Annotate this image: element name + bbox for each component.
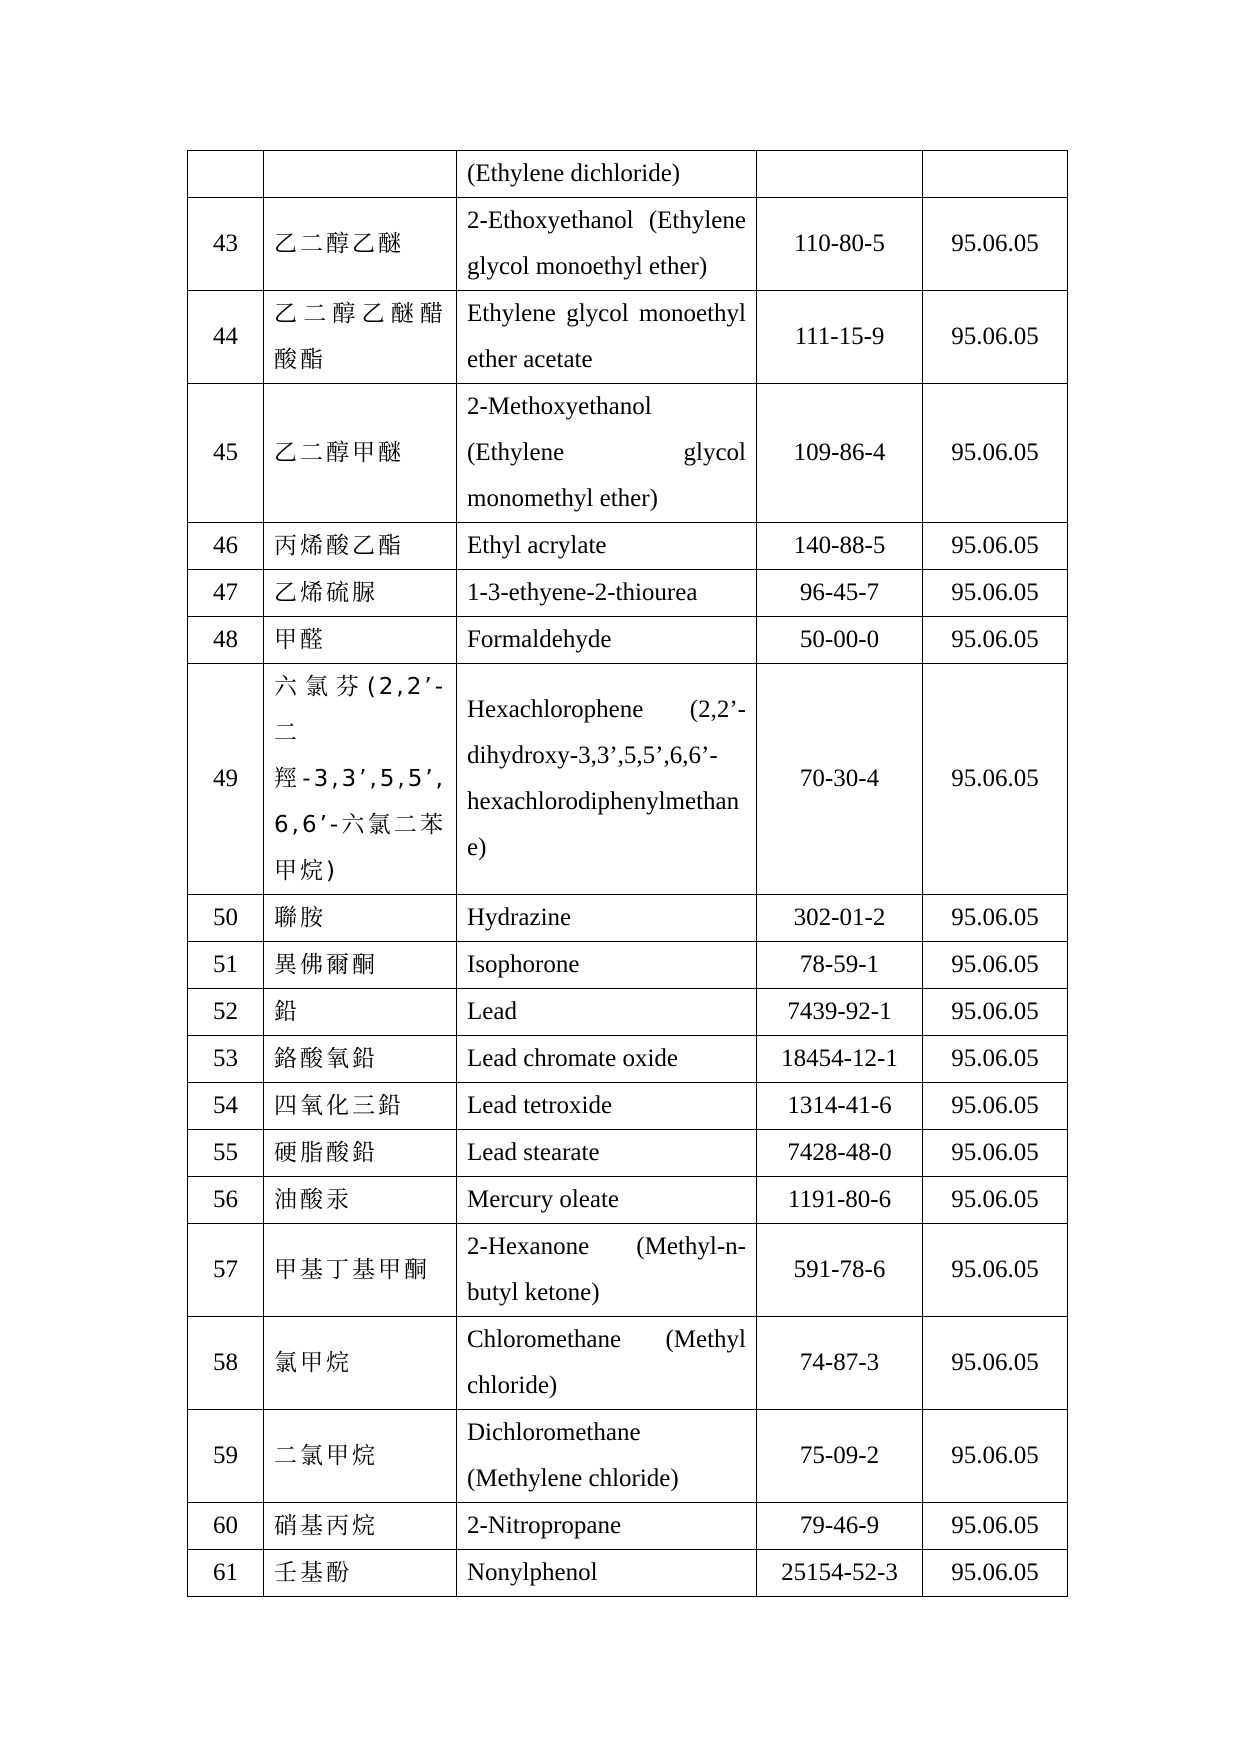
listing-date: 95.06.05	[923, 895, 1068, 942]
english-name: Mercury oleate	[457, 1177, 757, 1224]
table-row	[188, 384, 1068, 523]
chinese-name: 乙二醇乙醚醋酸酯	[264, 291, 457, 384]
row-number: 47	[188, 570, 264, 617]
english-name: Isophorone	[457, 942, 757, 989]
cas-number: 111-15-9	[757, 291, 923, 384]
chinese-name: 硬脂酸鉛	[264, 1130, 457, 1177]
english-name: Nonylphenol	[457, 1550, 757, 1597]
table-row	[188, 1410, 1068, 1503]
cas-number: 18454-12-1	[757, 1036, 923, 1083]
table-row	[188, 1224, 1068, 1317]
chinese-name: 丙烯酸乙酯	[264, 523, 457, 570]
row-number: 54	[188, 1083, 264, 1130]
cas-number: 302-01-2	[757, 895, 923, 942]
row-number: 46	[188, 523, 264, 570]
listing-date: 95.06.05	[923, 1036, 1068, 1083]
cas-number: 7428-48-0	[757, 1130, 923, 1177]
chinese-name: 乙烯硫脲	[264, 570, 457, 617]
table-row	[188, 198, 1068, 291]
english-name: Lead chromate oxide	[457, 1036, 757, 1083]
cas-number: 74-87-3	[757, 1317, 923, 1410]
table-row	[188, 664, 1068, 895]
table-row	[188, 617, 1068, 664]
chinese-name	[264, 151, 457, 198]
table-row	[188, 1177, 1068, 1224]
listing-date: 95.06.05	[923, 942, 1068, 989]
row-number: 58	[188, 1317, 264, 1410]
table-row	[188, 291, 1068, 384]
row-number: 52	[188, 989, 264, 1036]
listing-date: 95.06.05	[923, 384, 1068, 523]
row-number: 44	[188, 291, 264, 384]
english-name: Ethyl acrylate	[457, 523, 757, 570]
row-number: 53	[188, 1036, 264, 1083]
english-name: 2-Nitropropane	[457, 1503, 757, 1550]
chinese-name: 二氯甲烷	[264, 1410, 457, 1503]
listing-date: 95.06.05	[923, 1410, 1068, 1503]
table-row	[188, 1036, 1068, 1083]
table-row	[188, 942, 1068, 989]
chinese-name: 硝基丙烷	[264, 1503, 457, 1550]
english-name: Formaldehyde	[457, 617, 757, 664]
row-number: 56	[188, 1177, 264, 1224]
english-name: Chloromethane (Methyl chloride)	[457, 1317, 757, 1410]
english-name: 2-Methoxyethanol (Ethylene glycol monomethyl ether)	[457, 384, 757, 523]
listing-date: 95.06.05	[923, 523, 1068, 570]
cas-number: 50-00-0	[757, 617, 923, 664]
cas-number: 96-45-7	[757, 570, 923, 617]
english-name: Lead tetroxide	[457, 1083, 757, 1130]
chinese-name: 聯胺	[264, 895, 457, 942]
listing-date	[923, 151, 1068, 198]
listing-date: 95.06.05	[923, 1224, 1068, 1317]
english-name: Ethylene glycol monoethyl ether acetate	[457, 291, 757, 384]
cas-number: 109-86-4	[757, 384, 923, 523]
table-row	[188, 1130, 1068, 1177]
chemical-table	[187, 150, 1068, 1597]
listing-date: 95.06.05	[923, 989, 1068, 1036]
chinese-name: 油酸汞	[264, 1177, 457, 1224]
row-number: 45	[188, 384, 264, 523]
row-number: 61	[188, 1550, 264, 1597]
cas-number: 7439-92-1	[757, 989, 923, 1036]
listing-date: 95.06.05	[923, 291, 1068, 384]
table-row	[188, 570, 1068, 617]
row-number: 48	[188, 617, 264, 664]
row-number: 59	[188, 1410, 264, 1503]
english-name: Dichloromethane (Methylene chloride)	[457, 1410, 757, 1503]
listing-date: 95.06.05	[923, 1317, 1068, 1410]
row-number: 57	[188, 1224, 264, 1317]
listing-date: 95.06.05	[923, 617, 1068, 664]
cas-number: 79-46-9	[757, 1503, 923, 1550]
table-row	[188, 523, 1068, 570]
cas-number: 1314-41-6	[757, 1083, 923, 1130]
listing-date: 95.06.05	[923, 664, 1068, 895]
table-row	[188, 1317, 1068, 1410]
listing-date: 95.06.05	[923, 1130, 1068, 1177]
cas-number: 110-80-5	[757, 198, 923, 291]
cas-number: 70-30-4	[757, 664, 923, 895]
row-number: 60	[188, 1503, 264, 1550]
cas-number: 25154-52-3	[757, 1550, 923, 1597]
cas-number: 78-59-1	[757, 942, 923, 989]
english-name: 1-3-ethyene-2-thiourea	[457, 570, 757, 617]
row-number: 50	[188, 895, 264, 942]
table-row	[188, 1503, 1068, 1550]
listing-date: 95.06.05	[923, 1503, 1068, 1550]
row-number: 55	[188, 1130, 264, 1177]
chinese-name: 鉻酸氧鉛	[264, 1036, 457, 1083]
listing-date: 95.06.05	[923, 1177, 1068, 1224]
cas-number	[757, 151, 923, 198]
table-row	[188, 989, 1068, 1036]
cas-number: 75-09-2	[757, 1410, 923, 1503]
chinese-name: 異佛爾酮	[264, 942, 457, 989]
english-name: Lead stearate	[457, 1130, 757, 1177]
row-number	[188, 151, 264, 198]
listing-date: 95.06.05	[923, 198, 1068, 291]
row-number: 51	[188, 942, 264, 989]
listing-date: 95.06.05	[923, 570, 1068, 617]
chinese-name: 甲基丁基甲酮	[264, 1224, 457, 1317]
english-name: 2-Ethoxyethanol (Ethylene glycol monoethyl ether)	[457, 198, 757, 291]
table-row	[188, 151, 1068, 198]
chinese-name: 甲醛	[264, 617, 457, 664]
table-row	[188, 1083, 1068, 1130]
cas-number: 1191-80-6	[757, 1177, 923, 1224]
cas-number: 140-88-5	[757, 523, 923, 570]
cas-number: 591-78-6	[757, 1224, 923, 1317]
english-name: Hexachlorophene (2,2’-dihydroxy-3,3’,5,5’,6,6’-hexachlorodiphenylmethane)	[457, 664, 757, 895]
table-row	[188, 1550, 1068, 1597]
english-name: 2-Hexanone (Methyl-n-butyl ketone)	[457, 1224, 757, 1317]
chinese-name: 四氧化三鉛	[264, 1083, 457, 1130]
english-name: (Ethylene dichloride)	[457, 151, 757, 198]
english-name: Lead	[457, 989, 757, 1036]
listing-date: 95.06.05	[923, 1083, 1068, 1130]
chinese-name: 乙二醇乙醚	[264, 198, 457, 291]
table-row	[188, 895, 1068, 942]
chinese-name: 六氯芬(2,2’-二羥-3,3’,5,5’,6,6’-六氯二苯甲烷)	[264, 664, 457, 895]
chinese-name: 鉛	[264, 989, 457, 1036]
row-number: 49	[188, 664, 264, 895]
chinese-name: 乙二醇甲醚	[264, 384, 457, 523]
row-number: 43	[188, 198, 264, 291]
chinese-name: 氯甲烷	[264, 1317, 457, 1410]
listing-date: 95.06.05	[923, 1550, 1068, 1597]
chinese-name: 壬基酚	[264, 1550, 457, 1597]
english-name: Hydrazine	[457, 895, 757, 942]
